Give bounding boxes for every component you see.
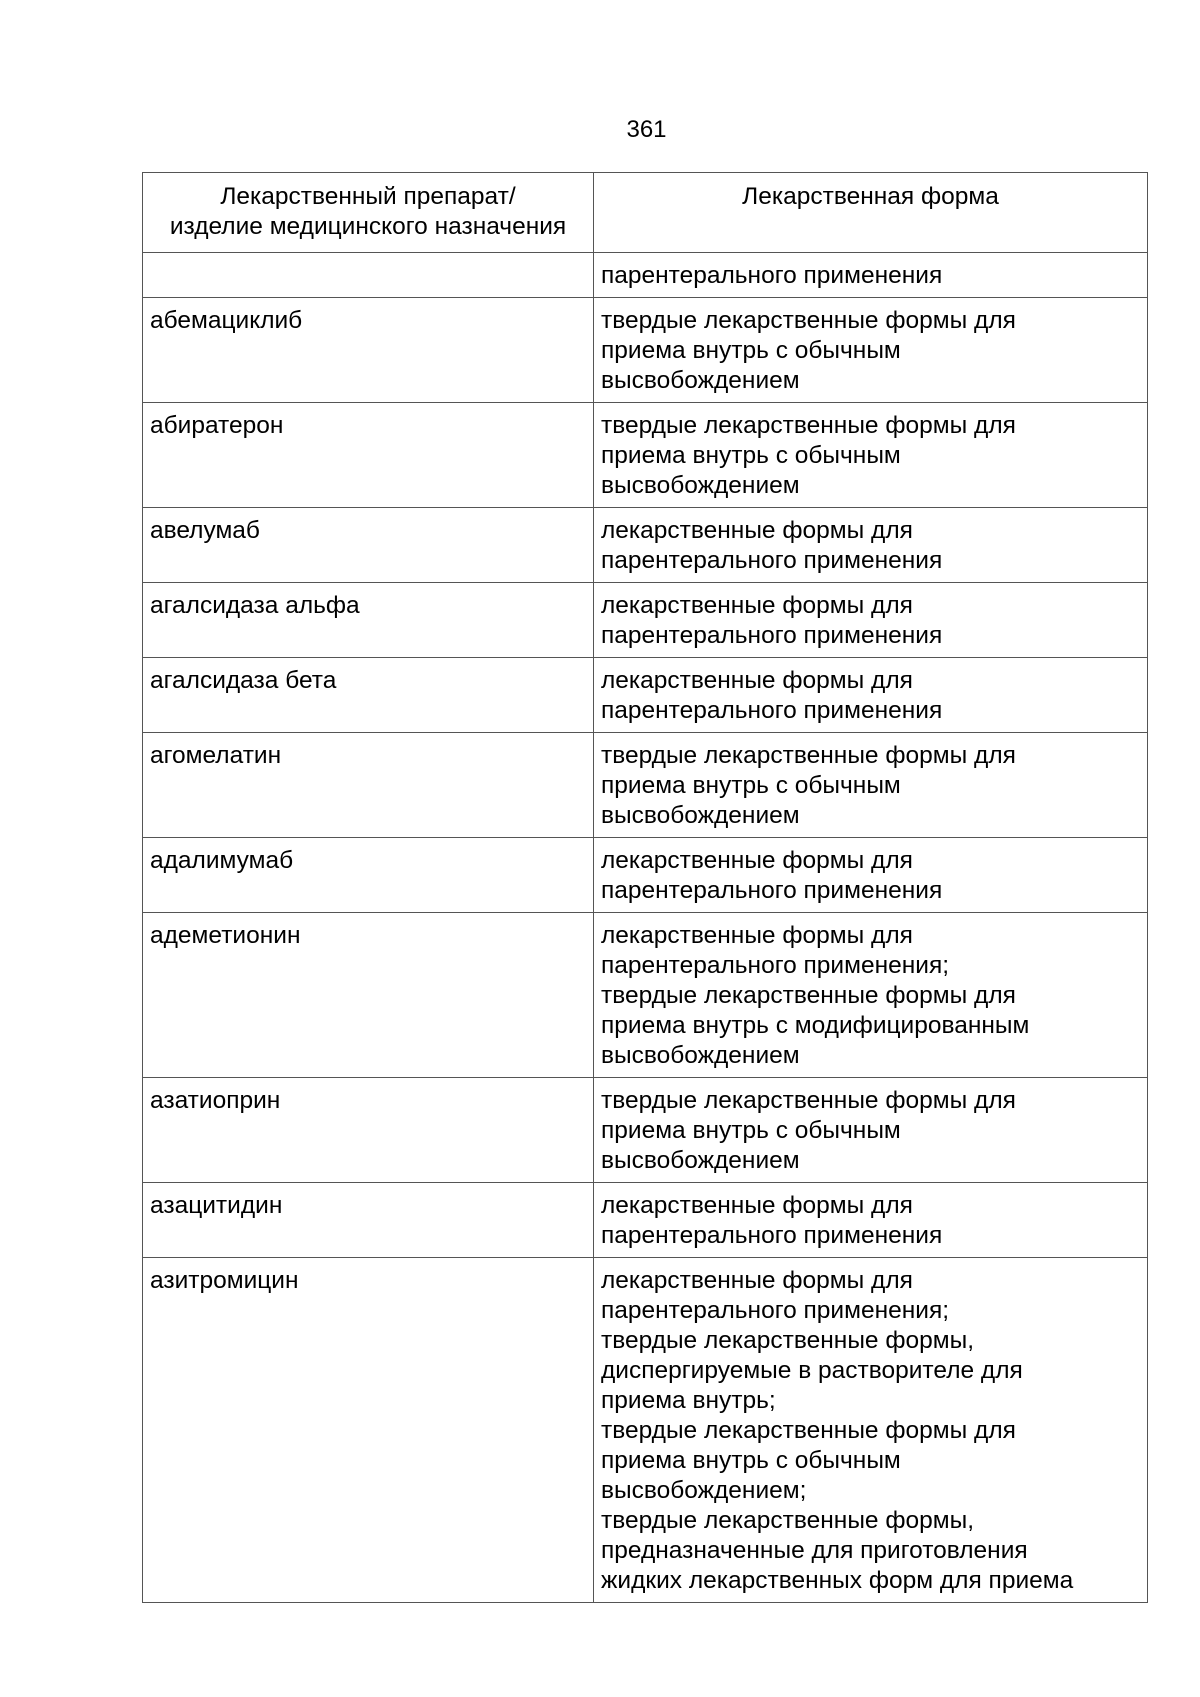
form-cell: лекарственные формы для парентерального применения; твердые лекарственные формы, диспергируемые в растворителе для приема внутрь; твердые лекарственные формы для приема внутрь с обычным высвобождением; твердые лекарственные формы, предназначенные для приготовления жидких лекарственных форм для приема <box>594 1258 1148 1603</box>
form-cell: твердые лекарственные формы для приема внутрь с обычным высвобождением <box>594 1078 1148 1183</box>
table-row <box>143 298 1148 403</box>
table-row <box>143 1183 1148 1258</box>
drug-cell: азитромицин <box>143 1258 594 1603</box>
form-cell: лекарственные формы для парентерального применения <box>594 658 1148 733</box>
form-cell: парентерального применения <box>594 253 1148 298</box>
form-cell: лекарственные формы для парентерального применения <box>594 1183 1148 1258</box>
drug-cell: авелумаб <box>143 508 594 583</box>
drug-cell: агалсидаза альфа <box>143 583 594 658</box>
table-row <box>143 253 1148 298</box>
form-cell: лекарственные формы для парентерального применения <box>594 508 1148 583</box>
table-row <box>143 403 1148 508</box>
form-cell: твердые лекарственные формы для приема внутрь с обычным высвобождением <box>594 403 1148 508</box>
drug-cell: абемациклиб <box>143 298 594 403</box>
form-cell: твердые лекарственные формы для приема внутрь с обычным высвобождением <box>594 298 1148 403</box>
table-row <box>143 1078 1148 1183</box>
drug-cell: агалсидаза бета <box>143 658 594 733</box>
form-cell: лекарственные формы для парентерального применения <box>594 583 1148 658</box>
header-drug: Лекарственный препарат/ изделие медицинского назначения <box>143 173 594 253</box>
drug-cell <box>143 253 594 298</box>
table-row <box>143 583 1148 658</box>
form-cell: лекарственные формы для парентерального применения; твердые лекарственные формы для приема внутрь с модифицированным высвобождением <box>594 913 1148 1078</box>
drug-cell: адеметионин <box>143 913 594 1078</box>
drug-cell: адалимумаб <box>143 838 594 913</box>
drug-form-table <box>142 172 1148 1603</box>
form-cell: лекарственные формы для парентерального применения <box>594 838 1148 913</box>
table-row <box>143 733 1148 838</box>
header-dosage-form: Лекарственная форма <box>594 173 1148 253</box>
form-cell: твердые лекарственные формы для приема внутрь с обычным высвобождением <box>594 733 1148 838</box>
drug-cell: агомелатин <box>143 733 594 838</box>
drug-cell: азатиоприн <box>143 1078 594 1183</box>
table-row <box>143 1258 1148 1603</box>
table-row <box>143 658 1148 733</box>
table-row <box>143 913 1148 1078</box>
table-row <box>143 508 1148 583</box>
page-number: 361 <box>626 116 667 143</box>
table-row <box>143 838 1148 913</box>
drug-cell: абиратерон <box>143 403 594 508</box>
table-header-row <box>143 173 1148 253</box>
drug-cell: азацитидин <box>143 1183 594 1258</box>
